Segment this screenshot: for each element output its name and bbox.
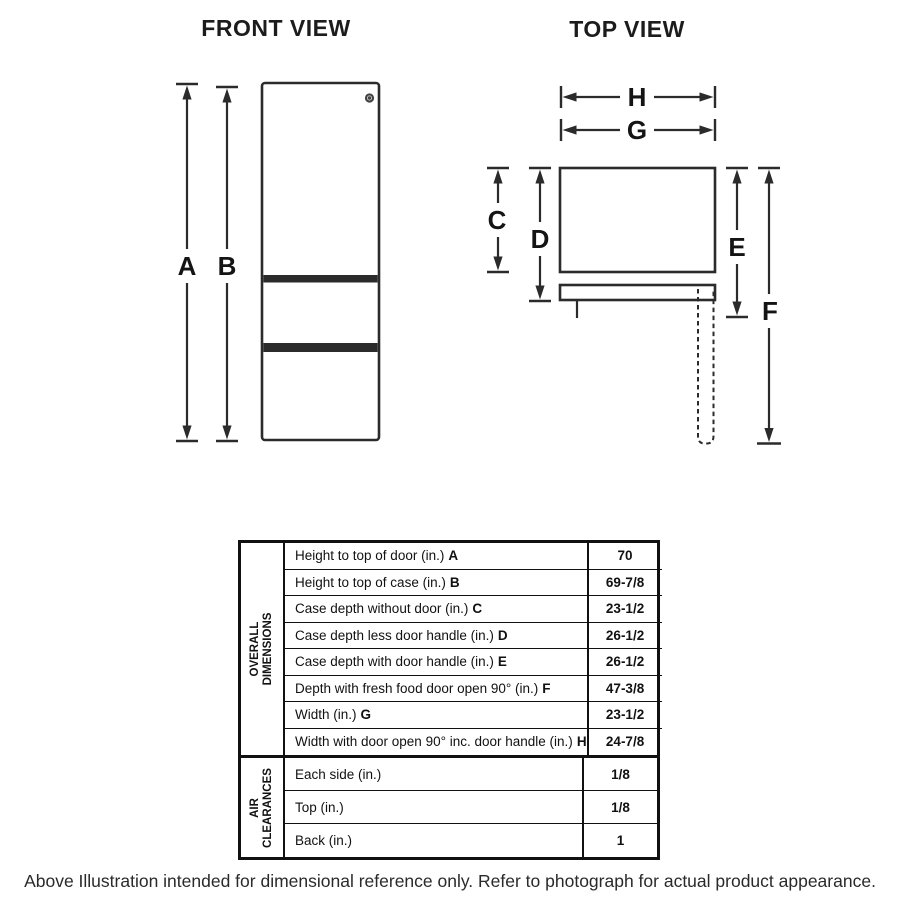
row-label: Top (in.) (295, 799, 344, 815)
table-row (285, 824, 657, 857)
dim-h-label: H (627, 82, 647, 112)
door-gap-upper (263, 275, 377, 283)
top-view-drawing (487, 82, 781, 444)
row-description (285, 596, 587, 622)
dim-b (216, 87, 238, 441)
dim-c-label: C (487, 205, 507, 235)
row-label: Case depth less door handle (in.) (295, 627, 494, 643)
dim-a-label: A (177, 251, 197, 281)
door-gap-lower (263, 343, 377, 352)
row-description (285, 649, 587, 675)
fridge-front-outline (262, 83, 379, 440)
table-row (285, 702, 662, 729)
dimensions-table (238, 540, 660, 860)
row-description (285, 623, 587, 649)
dim-h (561, 82, 715, 112)
row-letter: F (542, 680, 551, 696)
row-label: Height to top of door (in.) (295, 548, 445, 564)
row-label: Height to top of case (in.) (295, 574, 446, 590)
row-value: 69-7/8 (587, 570, 662, 596)
row-description (285, 791, 582, 823)
row-value: 24-7/8 (587, 729, 662, 756)
row-label: Back (in.) (295, 833, 353, 848)
dim-f-label: F (762, 296, 778, 326)
row-value: 47-3/8 (587, 676, 662, 702)
row-label: Width (in.) (295, 707, 357, 723)
row-description (285, 702, 587, 728)
table-row (285, 729, 662, 756)
row-letter: G (360, 707, 372, 723)
row-value: 1 (582, 824, 657, 857)
door-top-outline (560, 285, 715, 300)
row-label: Each side (in.) (295, 766, 382, 782)
row-description (285, 543, 587, 569)
table-row (285, 676, 662, 703)
dim-e (726, 168, 748, 317)
dim-f-down-arrowhead (764, 428, 773, 442)
air-clearances-group-cell (241, 758, 285, 857)
row-letter: H (576, 734, 587, 750)
ge-logo-circle (365, 93, 374, 102)
dim-d (529, 168, 551, 301)
front-view-title: FRONT VIEW (201, 15, 351, 41)
row-value: 1/8 (582, 758, 657, 790)
table-row (285, 623, 662, 650)
top-view-title: TOP VIEW (569, 16, 685, 42)
case-top-outline (560, 168, 715, 272)
row-description (285, 758, 582, 790)
row-label: Depth with fresh food door open 90° (in.) (295, 680, 539, 696)
front-view-drawing (176, 83, 379, 441)
dim-g-label: G (626, 115, 648, 145)
dim-g-right-arrowhead (700, 125, 714, 134)
overall-dimensions-section (241, 543, 657, 758)
door-open-90-dashed-outline (698, 289, 714, 444)
overall-dimensions-group-label: OVERALL DIMENSIONS (249, 612, 274, 686)
disclaimer-caption: Above Illustration intended for dimensional reference only. Refer to photograph for actual product appearance. (24, 871, 876, 891)
dim-f (757, 168, 781, 444)
row-label: Width with door open 90° inc. door handle (in.) (295, 734, 573, 750)
row-letter: A (448, 548, 459, 564)
row-description (285, 729, 587, 756)
table-row (285, 570, 662, 597)
row-description (285, 676, 587, 702)
air-clearances-rows (285, 758, 657, 857)
dim-d-label: D (530, 224, 550, 254)
table-row (285, 596, 662, 623)
dim-b-label: B (217, 251, 237, 281)
table-row (285, 791, 657, 824)
row-letter: B (449, 574, 460, 590)
row-value: 70 (587, 543, 662, 569)
dim-e-label: E (728, 232, 746, 262)
row-letter: E (497, 654, 507, 670)
dim-c (487, 168, 509, 272)
row-value: 26-1/2 (587, 649, 662, 675)
ge-logo-badge (365, 93, 374, 102)
air-clearances-section (241, 758, 657, 857)
row-label: Case depth without door (in.) (295, 601, 469, 617)
row-value: 26-1/2 (587, 623, 662, 649)
row-description (285, 570, 587, 596)
row-label: Case depth with door handle (in.) (295, 654, 494, 670)
row-value: 23-1/2 (587, 702, 662, 728)
row-value: 23-1/2 (587, 596, 662, 622)
table-row (285, 649, 662, 676)
dim-g (561, 115, 715, 145)
dim-h-right-arrowhead (700, 92, 714, 101)
row-description (285, 824, 582, 857)
overall-dimensions-rows (285, 543, 662, 755)
air-clearances-group-label: AIR CLEARANCES (249, 767, 274, 848)
table-row (285, 543, 662, 570)
dim-a (176, 84, 198, 441)
row-value: 1/8 (582, 791, 657, 823)
row-letter: C (472, 601, 483, 617)
row-letter: D (497, 627, 508, 643)
table-row (285, 758, 657, 791)
overall-dimensions-group-cell (241, 543, 285, 755)
